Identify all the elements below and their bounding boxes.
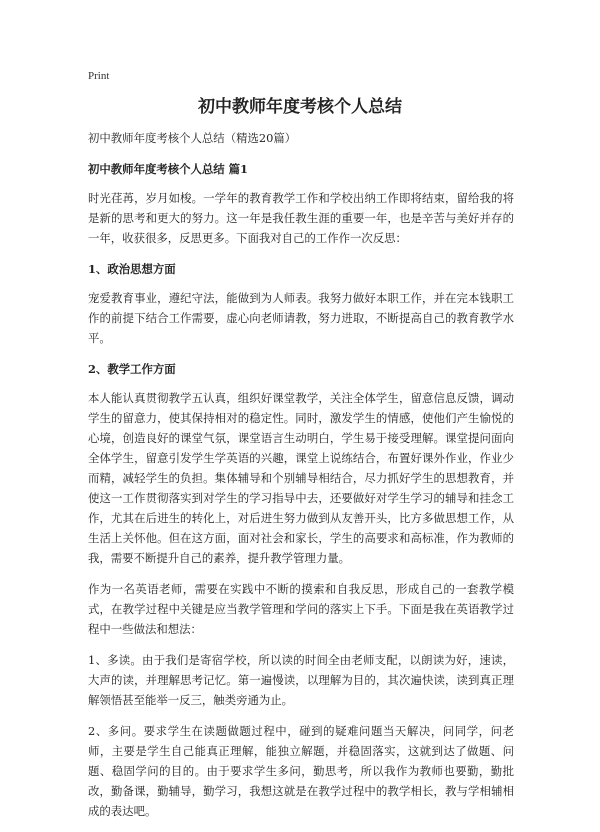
teaching-paragraph-2: 作为一名英语老师，需要在实践中不断的摸索和自我反思，形成自己的一套教学模式，在教学过程中关键是应当教学管理和学问的落实上下手。下面是我在英语教学过程中一些做法和想法： (88, 582, 514, 636)
document-title: 初中教师年度考核个人总结 (198, 97, 402, 117)
document-subtitle: 初中教师年度考核个人总结（精选20篇） (88, 131, 297, 145)
teaching-paragraph-4: 2、多问。要求学生在读题做题过程中，碰到的疑难问题当天解决，问同学，问老师，主要是学生自己能真正理解，能独立解题，并稳固落实，这就到达了做题、问题、稳固学问的目的。由于要求学生多问，勤思考，所以我作为教师也要勤，勤批改，勤备课，勤辅导，勤学习，我想这就是在教学过程中的教学相长，教与学相辅相成的表达吧。 (88, 724, 514, 818)
document-body (88, 128, 514, 832)
political-paragraph: 宠爱教育事业，遵纪守法，能做到为人师表。我努力做好本职工作，并在完本钱职工作的前提下结合工作需要，虚心向老师请教，努力进取，不断提高自己的教育教学水平。 (88, 291, 514, 345)
teaching-paragraph-3: 1、多读。由于我们是寄宿学校，所以读的时间全由老师支配，以朗读为好，速读，大声的读，并理解思考记忆。第一遍慢读，以理解为目的，其次遍快读，读到真正理解领悟甚至能举一反三，触类旁通为止。 (88, 653, 514, 707)
intro-paragraph: 时光荏苒，岁月如梭。一学年的教育教学工作和学校出纳工作即将结束，留给我的将是新的思考和更大的努力。这一年是我任教生涯的重要一年，也是辛苦与美好并存的一年，收获很多，反思更多。下面我对自己的工作作一次反思： (88, 191, 514, 245)
teaching-paragraph-1: 本人能认真贯彻教学五认真，组织好课堂教学，关注全体学生，留意信息反馈，调动学生的留意力，使其保持相对的稳定性。同时，激发学生的情感，使他们产生愉悦的心境，创造良好的课堂气氛，课堂语言生动明白，学生易于接受理解。课堂提问面向全体学生，留意引发学生学英语的兴趣，课堂上说练结合，布置好课外作业，作业少而精，减轻学生的负担。集体辅导和个别辅导相结合，尽力抓好学生的思想教育，并使这一工作贯彻落实到对学生的学习指导中去，还要做好对学生学习的辅导和挂念工作，尤其在后进生的转化上，对后进生努力做到从友善开头，比方多做思想工作，从生活上关怀他。但在这方面，面对社会和家长，学生的高要求和高标准，作为教师的我，需要不断提升自己的素养，提升教学管理力量。 (88, 391, 514, 565)
print-link[interactable]: Print (88, 70, 110, 82)
section-heading-political: 1、政治思想方面 (88, 262, 176, 276)
section-heading-teaching: 2、教学工作方面 (88, 362, 176, 376)
article-heading: 初中教师年度考核个人总结 篇1 (88, 162, 248, 176)
